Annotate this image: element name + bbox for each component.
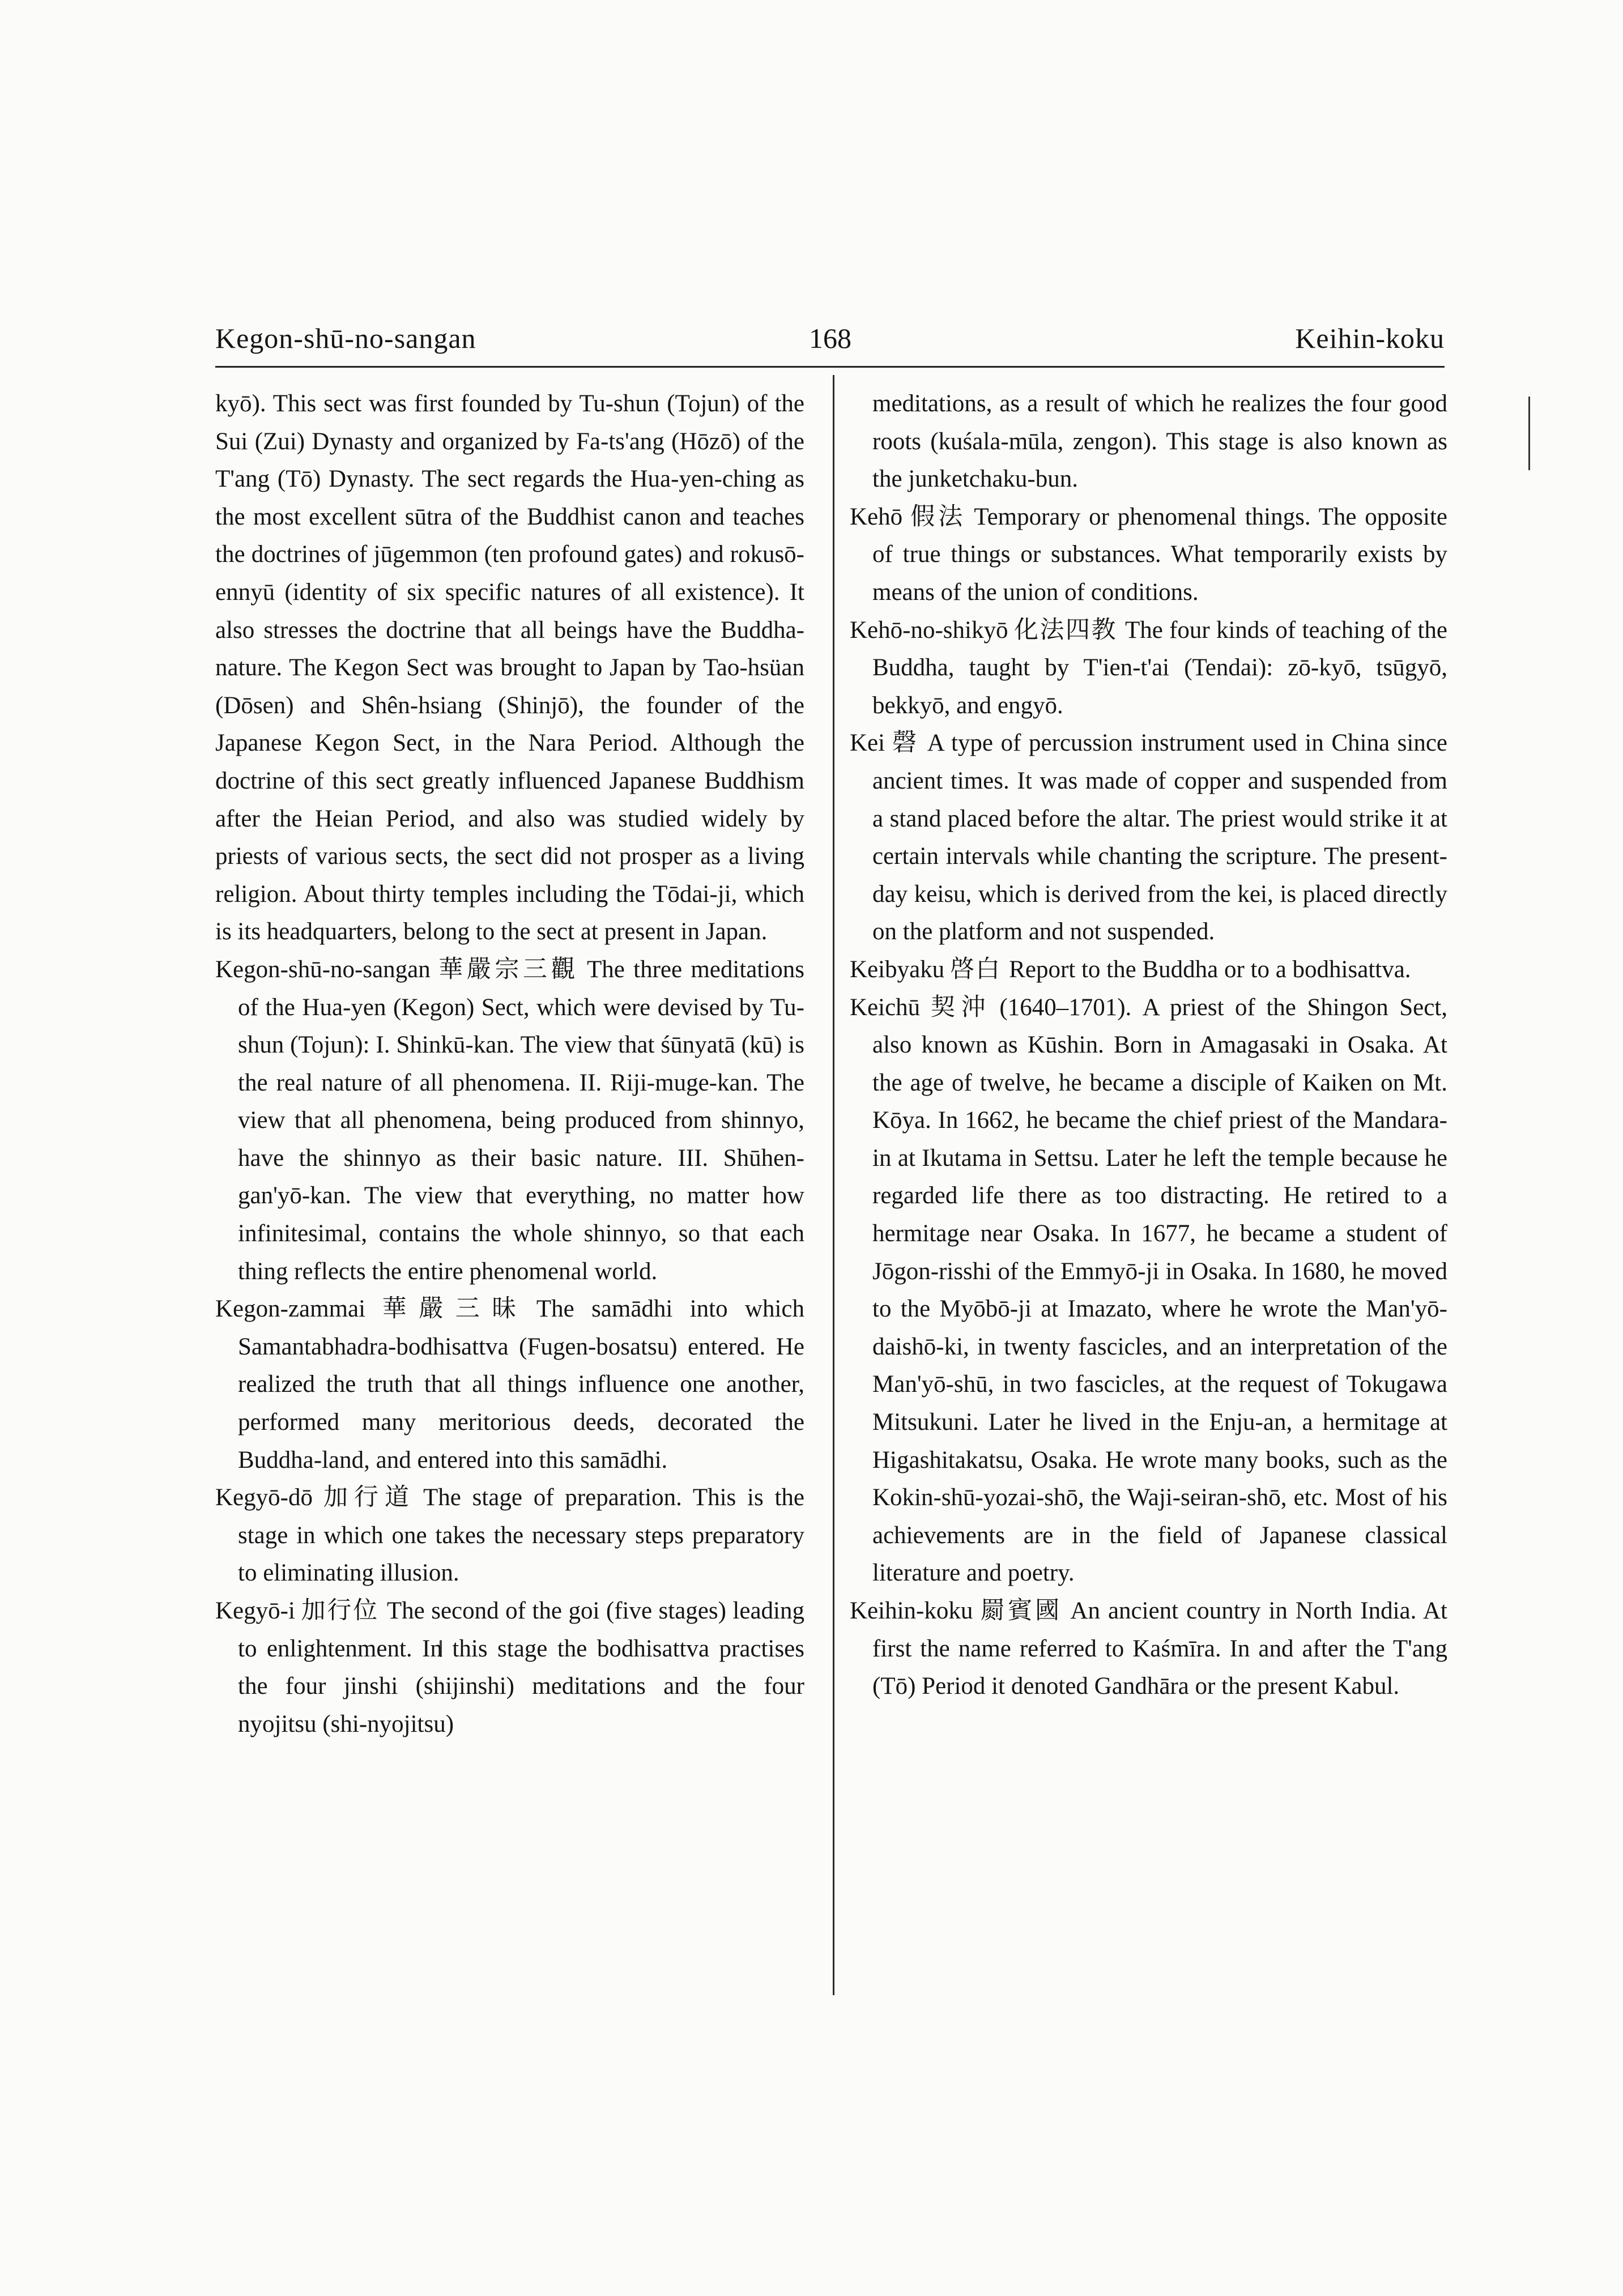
- dictionary-entry: [850, 612, 1447, 725]
- entry-text: kyō). This sect was first founded by Tu-shun (Tojun) of the Sui (Zui) Dynasty and organized by Fa-ts'ang (Hōzō) of the T'ang (Tō) Dynasty. The sect regards the Hua-yen-ching as the most excellent sūtra of the Buddhist canon and teaches the doctrines of jūgemmon (ten profound gates) and rokusō-ennyū (identity of six specific natures of all existence). It also stresses the doctrine that all beings have the Buddha-nature. The Kegon Sect was brought to Japan by Tao-hsüan (Dōsen) and Shên-hsiang (Shinjō), the founder of the Japanese Kegon Sect, in the Nara Period. Although the doctrine of this sect greatly influenced Japanese Buddhism after the Heian Period, and also was studied widely by priests of various sects, the sect did not prosper as a living religion. About thirty temples including the Tōdai-ji, which is its headquarters, belong to the sect at present in Japan.: [215, 390, 804, 945]
- left-column: [215, 385, 804, 1743]
- entry-continuation: [850, 385, 1447, 499]
- scan-mark: [1528, 397, 1530, 470]
- entry-text: The three meditations of the Hua-yen (Kegon) Sect, which were devised by Tu-shun (Tojun): I. Shinkū-kan. The view that śūnyatā (kū) is the real nature of all phenomena. II. Riji-muge-kan. The view that all phenomena, being produced from shinnyo, have the shinnyo as their basic nature. III. Shūhen-gan'yō-kan. The view that everything, no matter how infinitesimal, contains the whole shinnyo, so that each thing reflects the entire phenomenal world.: [238, 956, 804, 1285]
- entry-term: Kegon-shū-no-sangan: [215, 956, 431, 983]
- entry-kanji: 加行道: [318, 1484, 415, 1511]
- entry-text: The stage of preparation. This is the stage in which one takes the necessary steps preparatory to eliminating illusion.: [238, 1484, 804, 1587]
- dictionary-entry: [850, 951, 1447, 989]
- entry-term: Keihin-koku: [850, 1598, 973, 1624]
- entry-kanji: 華嚴宗三觀: [436, 956, 579, 983]
- entry-kanji: 契沖: [926, 994, 992, 1021]
- entry-kanji: 磬: [891, 730, 919, 757]
- entry-kanji: 啓白: [950, 956, 1002, 983]
- entry-kanji: 假法: [908, 503, 966, 530]
- dictionary-entry: [850, 989, 1447, 1593]
- entry-text: (1640–1701). A priest of the Shingon Sect, also known as Kūshin. Born in Amagasaki in Osaka. At the age of twelve, he became a disciple of Kaiken on Mt. Kōya. In 1662, he became the chief priest of the Mandara-in at Ikutama in Settsu. Later he left the temple because he regarded life there as too distracting. He retired to a hermitage near Osaka. In 1677, he became a student of Jōgon-risshi of the Emmyō-ji in Osaka. In 1680, he moved to the Myōbō-ji at Imazato, where he wrote the Man'yō-daishō-ki, in twenty fascicles, and an interpretation of the Man'yō-shū, in two fascicles, at the request of Tokugawa Mitsukuni. Later he lived in the Enju-an, a hermitage at Higashitakatsu, Osaka. He wrote many books, such as the Kokin-shū-yozai-shō, the Waji-seiran-shō, etc. Most of his achievements are in the field of Japanese classical literature and poetry.: [872, 994, 1447, 1587]
- dictionary-entry: [850, 1592, 1447, 1706]
- entry-text: meditations, as a result of which he realizes the four good roots (kuśala-mūla, zengon). This stage is also known as the junketchaku-bun.: [872, 390, 1447, 493]
- right-column: [850, 385, 1447, 1706]
- page-header: [215, 322, 1445, 367]
- entry-term: Kei: [850, 730, 885, 757]
- entry-text: A type of percussion instrument used in China since ancient times. It was made of copper and suspended from a stand placed before the altar. The priest would strike it at certain intervals while chanting the scripture. The present-day keisu, which is derived from the kei, is placed directly on the platform and not suspended.: [872, 730, 1447, 945]
- entry-text: The second of the goi (five stages) leading to enlightenment. In this stage the bodhisattva practises the four jinshi (shijinshi) meditations and the four nyojitsu (shi-nyojitsu): [238, 1598, 805, 1737]
- entry-term: Kegon-zammai: [215, 1296, 366, 1323]
- entry-term: Keibyaku: [850, 956, 945, 983]
- entry-kanji: 加行位: [300, 1598, 379, 1624]
- entry-kanji: 化法四教: [1013, 616, 1117, 644]
- entry-term: Kehō: [850, 503, 903, 530]
- header-rule: [215, 366, 1445, 368]
- entry-term: Kegyō-dō: [215, 1484, 313, 1511]
- dictionary-entry: [215, 951, 804, 1290]
- dictionary-entry: [215, 1592, 804, 1743]
- dictionary-entry: [850, 725, 1447, 951]
- running-head-right: Keihin-koku: [1295, 322, 1445, 354]
- entry-text: The four kinds of teaching of the Buddha, taught by T'ien-t'ai (Tendai): zō-kyō, tsūgyō, bekkyō, and engyō.: [872, 616, 1447, 719]
- entry-kanji: 罽賓國: [978, 1598, 1063, 1624]
- entry-term: Kehō-no-shikyō: [850, 616, 1008, 644]
- entry-text: An ancient country in North India. At first the name referred to Kaśmīra. In and after the T'ang (Tō) Period it denoted Gandhāra or the present Kabul.: [872, 1598, 1447, 1700]
- column-divider: [833, 375, 834, 1995]
- running-head-left: Kegon-shū-no-sangan: [215, 322, 476, 354]
- entry-text: Temporary or phenomenal things. The opposite of true things or substances. What temporarily exists by means of the union of conditions.: [872, 503, 1447, 606]
- entry-continuation: [215, 385, 804, 951]
- entry-text: Report to the Buddha or to a bodhisattva.: [1009, 956, 1411, 983]
- dictionary-entry: [850, 499, 1447, 612]
- entry-kanji: 華嚴三昧: [371, 1296, 529, 1323]
- page-number: 168: [809, 322, 851, 354]
- entry-text: The samādhi into which Samantabhadra-bodhisattva (Fugen-bosatsu) entered. He realized the truth that all things influence one another, performed many meritorious deeds, decorated the Buddha-land, and entered into this samādhi.: [238, 1296, 804, 1473]
- dictionary-entry: [215, 1290, 804, 1479]
- entry-term: Keichū: [850, 994, 921, 1021]
- entry-term: Kegyō-i: [215, 1598, 295, 1624]
- dictionary-entry: [215, 1479, 804, 1592]
